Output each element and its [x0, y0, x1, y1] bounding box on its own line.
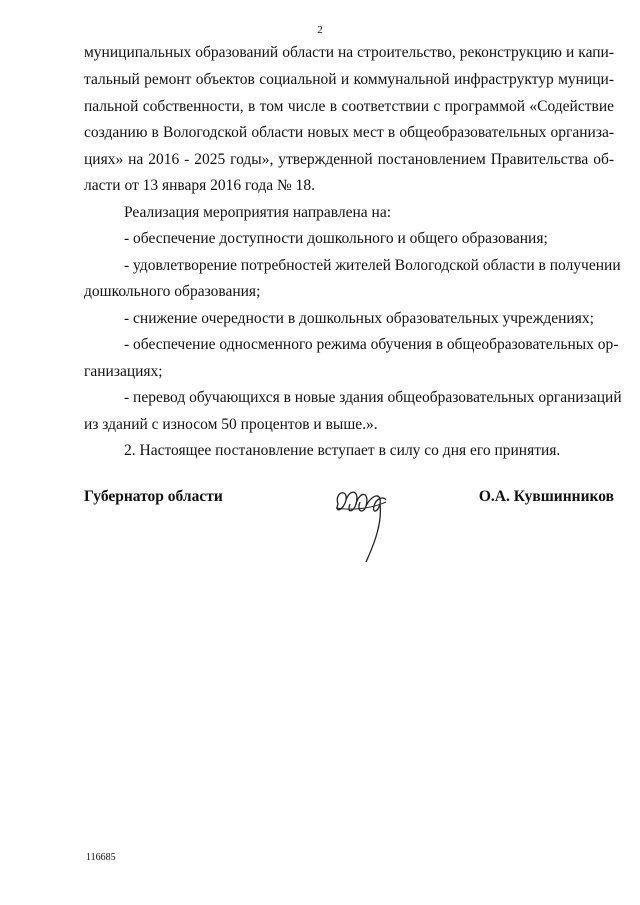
- body-line: Реализация мероприятия направлена на:: [124, 204, 392, 221]
- clause-2: 2. Настоящее постановление вступает в силу со дня его принятия.: [124, 442, 561, 459]
- list-item: - перевод обучающихся в новые здания общеобразовательных организаций: [124, 389, 622, 406]
- signatory-name: О.А. Кувшинников: [478, 488, 614, 505]
- list-item: - обеспечение односменного режима обучения в общеобразовательных ор-: [124, 336, 619, 353]
- handwritten-signature: [328, 478, 400, 568]
- body-line: муниципальных образований области на строительство, реконструкцию и капи-: [84, 44, 614, 61]
- body-line: тальный ремонт объектов социальной и коммунальной инфраструктур муници-: [84, 71, 614, 88]
- list-item: - снижение очередности в дошкольных образовательных учреждениях;: [124, 310, 594, 327]
- list-item: - удовлетворение потребностей жителей Вологодской области в получении: [124, 257, 621, 274]
- signatory-title: Губернатор области: [84, 488, 223, 505]
- body-line: созданию в Вологодской области новых мест в общеобразовательных организа-: [84, 124, 614, 141]
- body-line: циях» на 2016 - 2025 годы», утвержденной постановлением Правительства об-: [84, 151, 614, 168]
- document-id: 116685: [86, 852, 116, 863]
- body-line: ласти от 13 января 2016 года № 18.: [84, 177, 316, 194]
- list-item-continuation: дошкольного образования;: [84, 283, 261, 300]
- body-line: пальной собственности, в том числе в соответствии с программой «Содействие: [84, 98, 614, 115]
- list-item: - обеспечение доступности дошкольного и общего образования;: [124, 230, 548, 247]
- list-item-continuation: ганизациях;: [84, 363, 163, 380]
- page-number: 2: [317, 24, 323, 36]
- list-item-continuation: из зданий с износом 50 процентов и выше.».: [84, 416, 378, 433]
